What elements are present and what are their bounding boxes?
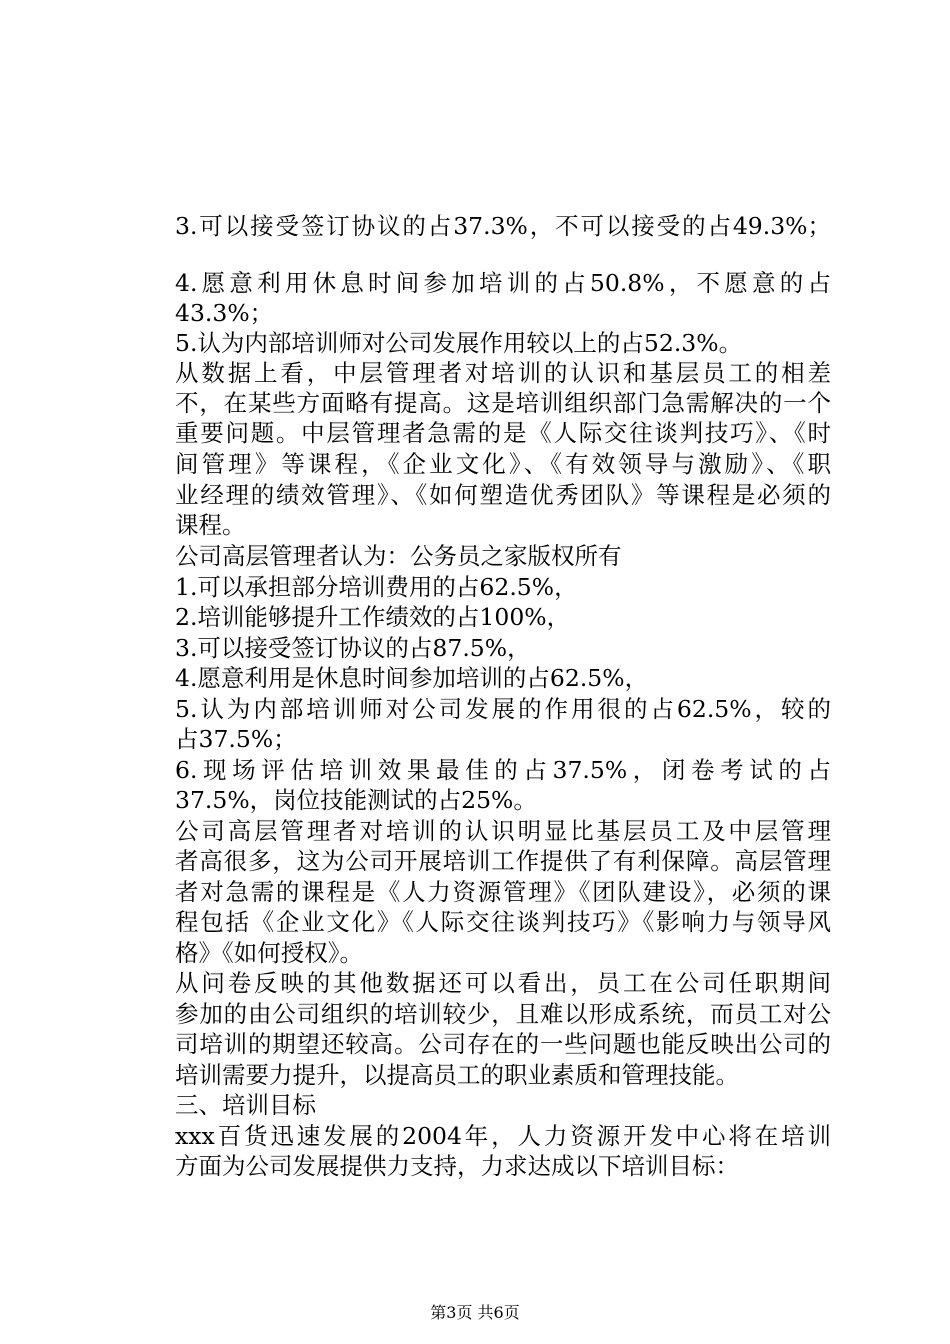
paragraph-line: 司培训的期望还较高。公司存在的一些问题也能反映出公司的 xyxy=(175,1030,831,1058)
paragraph-line: 4.愿意利用休息时间参加培训的占50.8%，不愿意的占 xyxy=(175,269,831,297)
paragraph-line: 格》《如何授权》。 xyxy=(175,939,363,967)
paragraph-line: 方面为公司发展提供力支持，力求达成以下培训目标： xyxy=(175,1152,739,1180)
page-footer: 第3页 共6页 xyxy=(430,1303,520,1322)
paragraph-line: 不，在某些方面略有提高。这是培训组织部门急需解决的一个 xyxy=(175,389,831,417)
paragraph-line: 4.愿意利用是休息时间参加培训的占62.5%， xyxy=(175,664,649,692)
paragraph-line: 37.5%，岗位技能测试的占25%。 xyxy=(175,786,537,814)
paragraph-line: 43.3%； xyxy=(175,299,274,327)
paragraph-line: 间管理》等课程，《企业文化》、《有效领导与激励》、《职 xyxy=(175,450,831,478)
paragraph-line: 者高很多，这为公司开展培训工作提供了有利保障。高层管理 xyxy=(175,847,831,875)
paragraph-line: 5.认为内部培训师对公司发展的作用很的占62.5%，较的 xyxy=(175,695,831,723)
paragraph-line: 重要问题。中层管理者急需的是《人际交往谈判技巧》、《时 xyxy=(175,419,831,447)
paragraph-line: 者对急需的课程是《人力资源管理》《团队建设》，必须的课 xyxy=(175,878,831,906)
paragraph-line: 程包括《企业文化》《人际交往谈判技巧》《影响力与领导风 xyxy=(175,908,831,936)
paragraph-line: 3.可以接受签订协议的占87.5%， xyxy=(175,634,531,662)
paragraph-line: 从数据上看，中层管理者对培训的认识和基层员工的相差 xyxy=(175,359,831,387)
paragraph-line: 6.现场评估培训效果最佳的占37.5%，闭卷考试的占 xyxy=(175,756,831,784)
paragraph-line: 从问卷反映的其他数据还可以看出，员工在公司任职期间 xyxy=(175,969,831,997)
paragraph-line: 2.培训能够提升工作绩效的占100%， xyxy=(175,603,571,631)
paragraph-line: 5.认为内部培训师对公司发展作用较以上的占52.3%。 xyxy=(175,329,743,357)
paragraph-line: 占37.5%； xyxy=(175,725,297,753)
paragraph-line: 参加的由公司组织的培训较少，且难以形成系统，而员工对公 xyxy=(175,1000,831,1028)
paragraph-line: xxx百货迅速发展的2004年，人力资源开发中心将在培训 xyxy=(175,1122,831,1150)
paragraph-line: 公司高层管理者对培训的认识明显比基层员工及中层管理 xyxy=(175,817,831,845)
section-heading: 三、培训目标 xyxy=(175,1091,316,1119)
paragraph-line: 业经理的绩效管理》、《如何塑造优秀团队》等课程是必须的 xyxy=(175,481,831,509)
paragraph-line: 公司高层管理者认为：公务员之家版权所有 xyxy=(175,542,622,570)
paragraph-line: 培训需要力提升，以提高员工的职业素质和管理技能。 xyxy=(175,1061,739,1089)
paragraph-line: 1.可以承担部分培训费用的占62.5%， xyxy=(175,573,578,601)
paragraph-line: 3.可以接受签订协议的占37.3%，不可以接受的占49.3%； xyxy=(175,212,831,240)
paragraph-line: 课程。 xyxy=(175,511,246,539)
